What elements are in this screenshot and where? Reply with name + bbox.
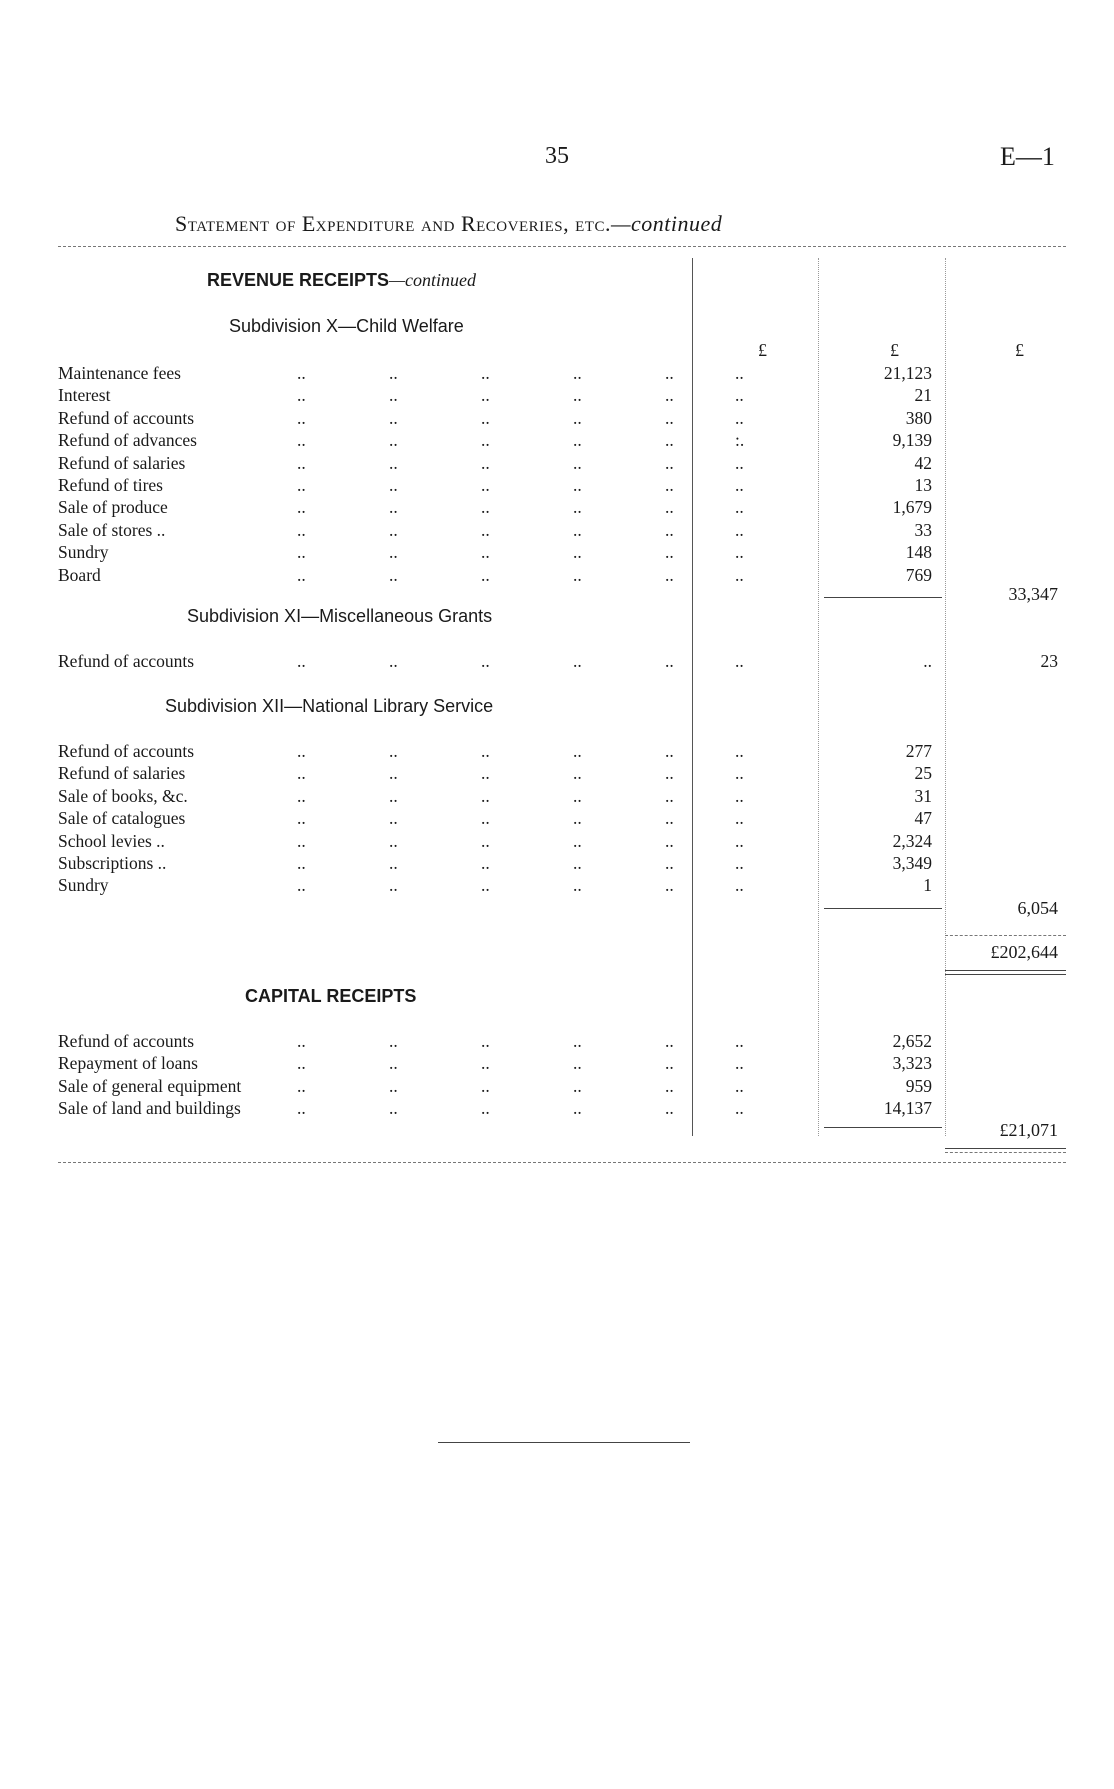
leader-dot: ..	[297, 475, 306, 495]
bottom-rule	[58, 1162, 1066, 1163]
leader-dot: ..	[481, 853, 490, 873]
first-column-value: ..	[735, 785, 744, 806]
leader-dot: ..	[389, 741, 398, 761]
leader-dots	[297, 650, 677, 672]
table-row	[0, 852, 1114, 874]
leader-dot: ..	[297, 1031, 306, 1051]
leader-dot: ..	[389, 875, 398, 896]
leader-dot: ..	[389, 452, 398, 473]
leader-dot: ..	[481, 1031, 490, 1051]
leader-dot: ..	[665, 542, 674, 563]
leader-dot: ..	[481, 741, 490, 761]
row-amount: 769	[905, 564, 932, 585]
subdivision-xii-subtotal-rule	[824, 908, 942, 909]
revenue-grand-total-rule-2	[945, 974, 1066, 975]
leader-dot: ..	[481, 830, 490, 851]
leader-dots	[297, 362, 677, 384]
leader-dot: ..	[389, 1075, 398, 1096]
leader-dot: ..	[481, 452, 490, 473]
leader-dots	[297, 762, 677, 784]
leader-dot: ..	[297, 363, 306, 383]
leader-dot: ..	[389, 385, 398, 406]
leader-dots	[297, 785, 677, 807]
leader-dot: ..	[297, 542, 306, 563]
row-label: Sundry	[58, 542, 109, 563]
row-label: Sale of books, &c.	[58, 785, 188, 806]
leader-dot: ..	[573, 763, 582, 784]
leader-dots	[297, 1075, 677, 1097]
capital-total-rule-2	[945, 1152, 1066, 1153]
leader-dot: ..	[389, 363, 398, 383]
leader-dots	[297, 807, 677, 829]
table-row	[0, 1075, 1114, 1097]
leader-dot: ..	[297, 1075, 306, 1096]
leader-dot: ..	[389, 475, 398, 495]
leader-dot: ..	[665, 564, 674, 585]
leader-dot: ..	[665, 1053, 674, 1074]
table-row	[0, 429, 1114, 451]
leader-dot: ..	[573, 1053, 582, 1074]
leader-dot: ..	[573, 385, 582, 406]
leader-dot: ..	[389, 1053, 398, 1074]
row-amount: 3,323	[892, 1053, 932, 1074]
table-row	[0, 407, 1114, 429]
leader-dot: ..	[389, 853, 398, 873]
row-label: Refund of salaries	[58, 452, 186, 473]
leader-dot: ..	[481, 651, 490, 671]
leader-dot: ..	[573, 853, 582, 873]
leader-dot: ..	[481, 363, 490, 383]
row-amount: 21	[914, 385, 932, 406]
table-row	[0, 564, 1114, 586]
revenue-grand-total: £202,644	[990, 942, 1058, 962]
statement-title-continued: —continued	[610, 211, 723, 236]
leader-dot: ..	[297, 830, 306, 851]
row-amount: 42	[914, 452, 932, 473]
leader-dot: ..	[665, 519, 674, 540]
leader-dot: ..	[573, 875, 582, 896]
leader-dot: ..	[389, 808, 398, 829]
leader-dots	[297, 852, 677, 874]
leader-dot: ..	[665, 497, 674, 518]
leader-dot: ..	[481, 497, 490, 518]
leader-dot: ..	[389, 763, 398, 784]
statement-title-main: Statement of Expenditure and Recoveries, etc.	[175, 211, 611, 236]
leader-dots	[297, 564, 677, 586]
table-row	[0, 1030, 1114, 1052]
row-label: Sundry	[58, 875, 109, 896]
table-row	[0, 874, 1114, 896]
leader-dot: ..	[573, 497, 582, 518]
leader-dots	[297, 1052, 677, 1074]
capital-total-rule-1	[945, 1148, 1066, 1149]
leader-dot: ..	[573, 651, 582, 671]
row-label: Refund of advances	[58, 430, 197, 451]
statement-title	[175, 211, 722, 237]
first-column-value: ..	[735, 808, 744, 829]
leader-dot: ..	[389, 830, 398, 851]
row-label: Refund of accounts	[58, 1031, 195, 1051]
table-row	[0, 1052, 1114, 1074]
row-label: Sale of land and buildings	[58, 1098, 241, 1119]
table-row	[0, 830, 1114, 852]
row-label: Refund of accounts	[58, 651, 195, 671]
leader-dot: ..	[665, 407, 674, 428]
row-amount: 31	[914, 785, 932, 806]
first-column-value: :.	[735, 430, 745, 451]
first-column-value: ..	[735, 363, 744, 383]
leader-dot: ..	[573, 808, 582, 829]
leader-dot: ..	[481, 564, 490, 585]
leader-dot: ..	[481, 1075, 490, 1096]
leader-dot: ..	[573, 475, 582, 495]
first-column-value: ..	[735, 1075, 744, 1096]
table-row	[0, 740, 1114, 762]
row-amount: 2,652	[892, 1031, 932, 1051]
row-label: School levies ..	[58, 830, 165, 851]
first-column-value: ..	[735, 763, 744, 784]
leader-dot: ..	[573, 1031, 582, 1051]
subdivision-x-total: 33,347	[1008, 584, 1058, 604]
leader-dot: ..	[665, 385, 674, 406]
row-amount: 3,349	[892, 853, 932, 873]
leader-dot: ..	[665, 830, 674, 851]
row-label: Refund of tires	[58, 475, 163, 495]
row-label: Repayment of loans	[58, 1053, 198, 1074]
row-amount: 1	[923, 875, 932, 896]
leader-dots	[297, 429, 677, 451]
leader-dot: ..	[389, 497, 398, 518]
row-amount: 14,137	[883, 1098, 932, 1119]
leader-dot: ..	[297, 385, 306, 406]
subdivision-xi-title: Subdivision XI—Miscellaneous Grants	[187, 606, 493, 626]
subdivision-x-subtotal-rule	[824, 597, 942, 598]
first-column-value: ..	[735, 741, 744, 761]
leader-dots	[297, 830, 677, 852]
row-amount: 959	[905, 1075, 932, 1096]
leader-dot: ..	[665, 1031, 674, 1051]
leader-dot: ..	[665, 475, 674, 495]
leader-dot: ..	[389, 1031, 398, 1051]
first-column-value: ..	[735, 452, 744, 473]
leader-dot: ..	[665, 1098, 674, 1119]
leader-dots	[297, 384, 677, 406]
leader-dot: ..	[297, 785, 306, 806]
leader-dot: ..	[297, 808, 306, 829]
leader-dot: ..	[297, 452, 306, 473]
table-row	[0, 762, 1114, 784]
leader-dot: ..	[573, 785, 582, 806]
row-label: Refund of accounts	[58, 407, 195, 428]
table-row	[0, 650, 1114, 672]
table-row	[0, 452, 1114, 474]
leader-dot: ..	[389, 651, 398, 671]
leader-dot: ..	[297, 1053, 306, 1074]
leader-dots	[297, 874, 677, 896]
leader-dot: ..	[389, 519, 398, 540]
leader-dot: ..	[297, 651, 306, 671]
currency-header-col3: £	[1015, 340, 1024, 360]
leader-dot: ..	[665, 452, 674, 473]
row-amount: 380	[905, 407, 932, 428]
subdivision-x-title: Subdivision X—Child Welfare	[229, 316, 464, 336]
document-code: E—1	[1000, 142, 1055, 171]
leader-dots	[297, 496, 677, 518]
first-column-value: ..	[735, 475, 744, 495]
capital-heading: CAPITAL RECEIPTS	[245, 986, 417, 1006]
leader-dot: ..	[573, 564, 582, 585]
first-column-value: ..	[735, 1053, 744, 1074]
leader-dot: ..	[573, 430, 582, 451]
subdivision-xii-title: Subdivision XII—National Library Service	[165, 696, 494, 716]
first-column-value: ..	[735, 407, 744, 428]
first-column-value: ..	[735, 519, 744, 540]
row-amount: 9,139	[892, 430, 932, 451]
leader-dot: ..	[481, 785, 490, 806]
leader-dot: ..	[297, 564, 306, 585]
leader-dots	[297, 541, 677, 563]
row-amount: 277	[905, 741, 932, 761]
leader-dot: ..	[573, 407, 582, 428]
row-amount: 1,679	[892, 497, 932, 518]
table-row	[0, 519, 1114, 541]
table-row	[0, 807, 1114, 829]
leader-dot: ..	[665, 430, 674, 451]
row-label: Sale of stores ..	[58, 519, 166, 540]
leader-dot: ..	[481, 430, 490, 451]
leader-dot: ..	[297, 497, 306, 518]
row-label: Sale of produce	[58, 497, 168, 518]
row-label: Interest	[58, 385, 111, 406]
leader-dot: ..	[665, 651, 674, 671]
leader-dot: ..	[573, 519, 582, 540]
leader-dot: ..	[573, 1098, 582, 1119]
row-label: Sale of catalogues	[58, 808, 186, 829]
leader-dots	[297, 519, 677, 541]
row-amount: ..	[923, 651, 932, 671]
row-total: 23	[1040, 651, 1058, 671]
leader-dot: ..	[481, 808, 490, 829]
first-column-value: ..	[735, 542, 744, 563]
leader-dot: ..	[665, 808, 674, 829]
leader-dots	[297, 1097, 677, 1119]
revenue-heading	[207, 270, 476, 291]
first-column-value: ..	[735, 497, 744, 518]
row-amount: 33	[914, 519, 932, 540]
top-rule	[58, 246, 1066, 247]
leader-dot: ..	[573, 363, 582, 383]
leader-dot: ..	[665, 763, 674, 784]
table-row	[0, 362, 1114, 384]
first-column-value: ..	[735, 385, 744, 406]
row-label: Refund of accounts	[58, 741, 195, 761]
currency-header-col2: £	[890, 340, 899, 360]
table-row	[0, 1097, 1114, 1119]
leader-dot: ..	[297, 741, 306, 761]
leader-dot: ..	[481, 519, 490, 540]
row-label: Board	[58, 564, 101, 585]
leader-dot: ..	[481, 1053, 490, 1074]
leader-dots	[297, 474, 677, 496]
row-amount: 25	[914, 763, 932, 784]
leader-dot: ..	[573, 452, 582, 473]
table-row	[0, 541, 1114, 563]
leader-dot: ..	[389, 785, 398, 806]
leader-dot: ..	[297, 1098, 306, 1119]
first-column-value: ..	[735, 875, 744, 896]
row-label: Refund of salaries	[58, 763, 186, 784]
leader-dot: ..	[297, 853, 306, 873]
leader-dots	[297, 452, 677, 474]
leader-dot: ..	[665, 363, 674, 383]
leader-dots	[297, 1030, 677, 1052]
leader-dot: ..	[665, 1075, 674, 1096]
row-amount: 47	[914, 808, 932, 829]
leader-dot: ..	[297, 763, 306, 784]
leader-dot: ..	[573, 1075, 582, 1096]
table-row	[0, 384, 1114, 406]
capital-subtotal-rule	[824, 1127, 942, 1128]
leader-dot: ..	[481, 1098, 490, 1119]
row-amount: 148	[905, 542, 932, 563]
capital-total: £21,071	[999, 1120, 1058, 1140]
revenue-heading-continued: —continued	[389, 270, 477, 290]
leader-dot: ..	[481, 407, 490, 428]
leader-dot: ..	[573, 741, 582, 761]
first-column-value: ..	[735, 853, 744, 873]
leader-dots	[297, 407, 677, 429]
footer-rule	[438, 1442, 690, 1443]
revenue-grand-total-top-rule	[945, 935, 1066, 936]
leader-dot: ..	[665, 741, 674, 761]
table-row	[0, 474, 1114, 496]
row-label: Maintenance fees	[58, 363, 181, 383]
leader-dot: ..	[573, 542, 582, 563]
row-label: Subscriptions ..	[58, 853, 167, 873]
row-amount: 13	[914, 475, 932, 495]
row-label: Sale of general equipment	[58, 1075, 242, 1096]
leader-dots	[297, 740, 677, 762]
leader-dot: ..	[665, 853, 674, 873]
leader-dot: ..	[481, 542, 490, 563]
leader-dot: ..	[573, 830, 582, 851]
revenue-grand-total-rule-1	[945, 970, 1066, 971]
leader-dot: ..	[665, 785, 674, 806]
leader-dot: ..	[665, 875, 674, 896]
row-amount: 21,123	[883, 363, 932, 383]
subdivision-xii-total: 6,054	[1017, 898, 1058, 918]
leader-dot: ..	[389, 564, 398, 585]
leader-dot: ..	[389, 407, 398, 428]
leader-dot: ..	[481, 875, 490, 896]
table-row	[0, 785, 1114, 807]
leader-dot: ..	[297, 519, 306, 540]
row-amount: 2,324	[892, 830, 932, 851]
leader-dot: ..	[481, 385, 490, 406]
leader-dot: ..	[297, 407, 306, 428]
leader-dot: ..	[389, 430, 398, 451]
first-column-value: ..	[735, 830, 744, 851]
first-column-value: ..	[735, 564, 744, 585]
first-column-value: ..	[735, 1098, 744, 1119]
revenue-heading-text: REVENUE RECEIPTS	[207, 270, 390, 290]
page-number: 35	[545, 143, 569, 169]
leader-dot: ..	[297, 875, 306, 896]
leader-dot: ..	[481, 763, 490, 784]
currency-header-col1: £	[758, 340, 767, 360]
leader-dot: ..	[481, 475, 490, 495]
table-row	[0, 496, 1114, 518]
first-column-value: ..	[735, 651, 744, 671]
leader-dot: ..	[389, 542, 398, 563]
leader-dot: ..	[297, 430, 306, 451]
leader-dot: ..	[389, 1098, 398, 1119]
first-column-value: ..	[735, 1031, 744, 1051]
